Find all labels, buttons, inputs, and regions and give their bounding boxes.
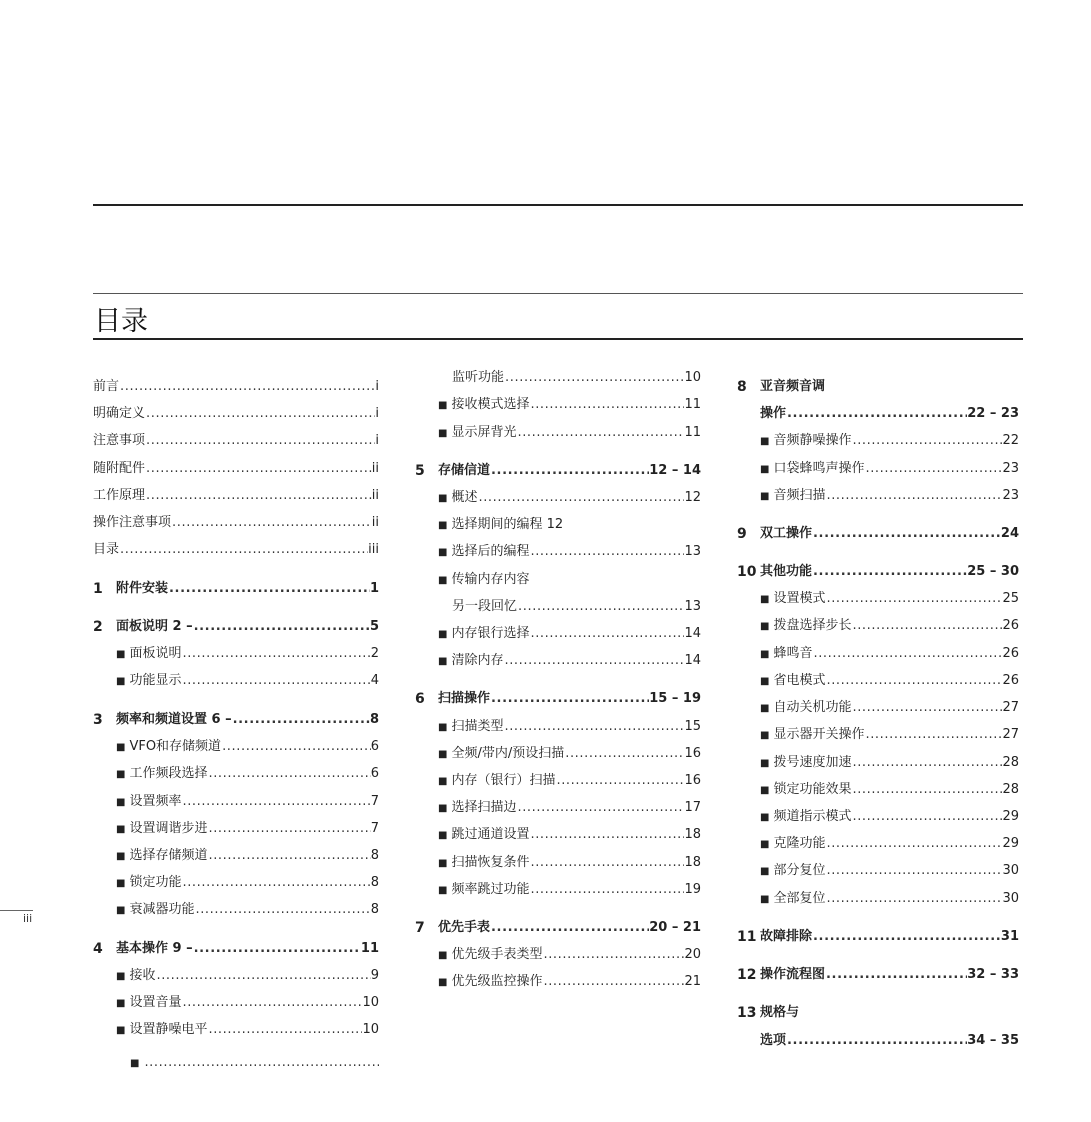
- toc-label: 蜂鸣音: [773, 646, 813, 661]
- toc-label: 目录: [93, 542, 120, 557]
- toc-row-beep[interactable]: [760, 644, 1019, 664]
- toc-label: 设置静噪电平: [129, 1022, 208, 1037]
- toc-row-auto-power-off[interactable]: [760, 698, 1019, 718]
- toc-page: 7: [370, 794, 379, 809]
- toc-page: ii: [371, 461, 379, 476]
- toc-row-blank[interactable]: [130, 1053, 379, 1073]
- toc-label: 全频/带内/预设扫描: [451, 746, 565, 761]
- page-number-rule: [0, 910, 33, 911]
- toc-label: 工作原理: [93, 488, 146, 503]
- toc-row-scan-type[interactable]: [438, 717, 701, 737]
- toc-row-clear-memory[interactable]: [438, 651, 701, 671]
- toc-row-accessories[interactable]: [93, 459, 379, 479]
- toc-label: 跳过通道设置: [451, 827, 530, 842]
- toc-row-frequency-skip[interactable]: [438, 880, 701, 900]
- toc-chapter-1[interactable]: [93, 579, 379, 599]
- toc-page: 11: [360, 941, 379, 956]
- toc-row-tone-squelch[interactable]: [760, 431, 1019, 451]
- toc-row-display-switch[interactable]: [760, 725, 1019, 745]
- toc-label: 选择扫描边: [451, 800, 517, 815]
- toc-label: 优先级手表类型: [451, 947, 543, 962]
- toc-label: 面板说明 2 –: [116, 619, 193, 634]
- toc-label: 其他功能: [760, 564, 813, 579]
- toc-page: 13: [684, 544, 701, 559]
- toc-label: 工作频段选择: [129, 766, 208, 781]
- toc-label: 传输内存内容: [451, 572, 530, 587]
- toc-page: 16: [684, 746, 701, 761]
- toc-page: i: [375, 406, 379, 421]
- bullet-icon: ■: [116, 742, 126, 753]
- bullet-icon: ■: [760, 785, 770, 796]
- bullet-icon: ■: [130, 1058, 140, 1069]
- toc-chapter-3[interactable]: [93, 710, 379, 730]
- chapter-number: 1: [93, 581, 103, 597]
- toc-label: 功能显示: [129, 673, 182, 688]
- bullet-icon: ■: [116, 905, 126, 916]
- toc-page: 11: [684, 397, 701, 412]
- toc-label: 接收: [129, 968, 156, 983]
- toc-page: 22: [1002, 433, 1019, 448]
- toc-row-principle[interactable]: [93, 486, 379, 506]
- toc-row-tone-scan[interactable]: [760, 486, 1019, 506]
- toc-label: 显示屏背光: [451, 425, 517, 440]
- bullet-icon: ■: [760, 839, 770, 850]
- toc-label: VFO和存储频道: [129, 739, 222, 754]
- toc-page: 8: [370, 875, 379, 890]
- toc-label: 拨号速度加速: [773, 755, 852, 770]
- toc-page: 18: [684, 827, 701, 842]
- toc-row-backlight[interactable]: [438, 423, 701, 443]
- title-rule: [93, 338, 1023, 340]
- bullet-icon: ■: [760, 621, 770, 632]
- toc-row-set-mode[interactable]: [760, 589, 1019, 609]
- toc-page: 25: [1002, 591, 1019, 606]
- toc-row-display[interactable]: [116, 671, 379, 691]
- toc-label: 接收模式选择: [451, 397, 530, 412]
- toc-page: 34 – 35: [967, 1033, 1019, 1048]
- toc-page: 24: [1000, 526, 1019, 541]
- toc-page: 32 – 33: [967, 967, 1019, 982]
- bullet-icon: ■: [760, 436, 770, 447]
- toc-label: 音频静噪操作: [773, 433, 852, 448]
- toc-page: 13: [684, 599, 701, 614]
- toc-chapter-9[interactable]: [737, 524, 1019, 544]
- toc-label: 概述: [451, 490, 478, 505]
- toc-label: 附件安装: [116, 581, 169, 596]
- bullet-icon: ■: [760, 464, 770, 475]
- toc-row-preface[interactable]: [93, 377, 379, 397]
- toc-chapter-8[interactable]: [737, 377, 1019, 397]
- toc-row-bank-select[interactable]: [438, 624, 701, 644]
- toc-label: 省电模式: [773, 673, 826, 688]
- chapter-number: 8: [737, 379, 747, 395]
- toc-row-lock[interactable]: [116, 873, 379, 893]
- toc-label: 故障排除: [760, 929, 813, 944]
- chapter-number: 6: [415, 691, 425, 707]
- toc-label: 内存（银行）扫描: [451, 773, 556, 788]
- bullet-icon: ■: [116, 676, 126, 687]
- toc-row-monitor[interactable]: [438, 368, 701, 388]
- page-title: 目录: [94, 306, 148, 337]
- toc-row-scan-edge[interactable]: [438, 798, 701, 818]
- toc-page: ii: [371, 488, 379, 503]
- toc-page: 23: [1002, 488, 1019, 503]
- toc-chapter-2[interactable]: [93, 617, 379, 637]
- toc-label: 扫描操作: [438, 691, 491, 706]
- toc-row-full-scan[interactable]: [438, 744, 701, 764]
- toc-row-dial-step[interactable]: [760, 616, 1019, 636]
- toc-page: i: [375, 379, 379, 394]
- toc-page: 6: [370, 739, 379, 754]
- toc-label: 口袋蜂鸣声操作: [773, 461, 865, 476]
- toc-row-band-select[interactable]: [116, 764, 379, 784]
- toc-label: 衰减器功能: [129, 902, 195, 917]
- toc-page: 11: [684, 425, 701, 440]
- toc-row-program-during[interactable]: [438, 515, 701, 535]
- bullet-icon: ■: [760, 730, 770, 741]
- bullet-icon: ■: [760, 649, 770, 660]
- toc-label: 频率和频道设置 6 –: [116, 712, 232, 727]
- chapter-number: 3: [93, 712, 103, 728]
- bullet-icon: ■: [116, 769, 126, 780]
- toc-page: 26: [1002, 618, 1019, 633]
- toc-label: 前言: [93, 379, 120, 394]
- toc-row-pocket-beep[interactable]: [760, 459, 1019, 479]
- toc-page: 7: [370, 821, 379, 836]
- toc-label: 自动关机功能: [773, 700, 852, 715]
- toc-label: 操作注意事项: [93, 515, 172, 530]
- toc-label: 清除内存: [451, 653, 504, 668]
- bullet-icon: ■: [760, 594, 770, 605]
- toc-page: ii: [371, 515, 379, 530]
- bullet-icon: ■: [438, 858, 448, 869]
- bullet-icon: ■: [438, 520, 448, 531]
- toc-page: 30: [1002, 863, 1019, 878]
- toc-page: 8: [370, 902, 379, 917]
- toc-row-memory-channel[interactable]: [116, 846, 379, 866]
- toc-row-transfer-memory[interactable]: [438, 570, 701, 590]
- toc-page: 29: [1002, 809, 1019, 824]
- bullet-icon: ■: [116, 998, 126, 1009]
- toc-page: 23: [1002, 461, 1019, 476]
- bullet-icon: ■: [438, 885, 448, 896]
- toc-row-overview[interactable]: [438, 488, 701, 508]
- toc-label: 全部复位: [773, 891, 826, 906]
- bullet-icon: ■: [438, 547, 448, 558]
- toc-page: 25 – 30: [967, 564, 1019, 579]
- toc-chapter-10[interactable]: [737, 562, 1019, 582]
- toc-page: 15: [684, 719, 701, 734]
- toc-row-power-save[interactable]: [760, 671, 1019, 691]
- bullet-icon: ■: [760, 812, 770, 823]
- toc-label: 频率跳过功能: [451, 882, 530, 897]
- toc-chapter-4[interactable]: [93, 939, 379, 959]
- chapter-number: 9: [737, 526, 747, 542]
- toc-page: 12: [684, 490, 701, 505]
- toc-chapter-7[interactable]: [415, 918, 701, 938]
- toc-label: 随附配件: [93, 461, 146, 476]
- toc-page: 20: [684, 947, 701, 962]
- toc-label: 选择后的编程: [451, 544, 530, 559]
- toc-label: 优先手表: [438, 920, 491, 935]
- bullet-icon: ■: [760, 758, 770, 769]
- toc-row-clone[interactable]: [760, 834, 1019, 854]
- bullet-icon: ■: [116, 649, 126, 660]
- bullet-icon: ■: [438, 776, 448, 787]
- toc-page: 18: [684, 855, 701, 870]
- toc-row-priority-type[interactable]: [438, 945, 701, 965]
- top-rule: [93, 204, 1023, 206]
- toc-page: 10: [684, 370, 701, 385]
- bullet-icon: ■: [438, 656, 448, 667]
- toc-row-receive-mode[interactable]: [438, 395, 701, 415]
- chapter-number: 11: [737, 929, 757, 945]
- toc-row-program-after[interactable]: [438, 542, 701, 562]
- toc-row-scan-resume[interactable]: [438, 853, 701, 873]
- toc-label: 亚音频音调: [760, 379, 826, 394]
- toc-row-dial-acceleration[interactable]: [760, 753, 1019, 773]
- bullet-icon: ■: [760, 703, 770, 714]
- toc-row-all-reset[interactable]: [760, 889, 1019, 909]
- toc-row-operating-notes[interactable]: [93, 513, 379, 533]
- bullet-icon: ■: [438, 493, 448, 504]
- bullet-icon: ■: [116, 851, 126, 862]
- bullet-icon: ■: [116, 797, 126, 808]
- toc-page: 20 – 21: [649, 920, 701, 935]
- page-number: iii: [23, 912, 33, 925]
- toc-label: 拨盘选择步长: [773, 618, 852, 633]
- toc-page: 27: [1002, 727, 1019, 742]
- bullet-icon: ■: [438, 950, 448, 961]
- toc-page: 28: [1002, 755, 1019, 770]
- toc-row-ctcss-operation[interactable]: [760, 404, 1019, 424]
- bullet-icon: ■: [116, 971, 126, 982]
- toc-row-definitions[interactable]: [93, 404, 379, 424]
- toc-label: 面板说明: [129, 646, 182, 661]
- toc-page: 10: [362, 1022, 379, 1037]
- toc-row-lock-effect[interactable]: [760, 780, 1019, 800]
- chapter-number: 4: [93, 941, 103, 957]
- toc-page: 8: [370, 848, 379, 863]
- toc-label: 另一段回忆: [452, 599, 518, 614]
- toc-page: 15 – 19: [649, 691, 701, 706]
- toc-page: 1: [369, 581, 379, 596]
- toc-label: 内存银行选择: [451, 626, 530, 641]
- bullet-icon: ■: [438, 977, 448, 988]
- toc-chapter-5[interactable]: [415, 461, 701, 481]
- toc-label: 监听功能: [452, 370, 505, 385]
- chapter-number: 7: [415, 920, 425, 936]
- bullet-icon: ■: [760, 894, 770, 905]
- bullet-icon: ■: [438, 830, 448, 841]
- toc-label: 明确定义: [93, 406, 146, 421]
- toc-chapter-6[interactable]: [415, 689, 701, 709]
- toc-page: 9: [370, 968, 379, 983]
- toc-row-set-frequency[interactable]: [116, 792, 379, 812]
- bullet-icon: ■: [116, 824, 126, 835]
- toc-page: 6: [370, 766, 379, 781]
- toc-label: 注意事项: [93, 433, 146, 448]
- toc-page: 26: [1002, 673, 1019, 688]
- toc-row-volume[interactable]: [116, 993, 379, 1013]
- toc-row-options[interactable]: [760, 1031, 1019, 1051]
- toc-label: 设置调谐步进: [129, 821, 208, 836]
- chapter-number: 10: [737, 564, 757, 580]
- toc-page: 19: [684, 882, 701, 897]
- toc-row-squelch[interactable]: [116, 1020, 379, 1040]
- toc-row-memory-scan[interactable]: [438, 771, 701, 791]
- toc-page: 17: [684, 800, 701, 815]
- toc-page: 8: [369, 712, 379, 727]
- toc-page: 22 – 23: [967, 406, 1019, 421]
- toc-page: 28: [1002, 782, 1019, 797]
- toc-row-partial-reset[interactable]: [760, 861, 1019, 881]
- bullet-icon: ■: [760, 866, 770, 877]
- toc-row-channel-indication[interactable]: [760, 807, 1019, 827]
- toc-label: 优先级监控操作: [451, 974, 543, 989]
- toc-row-receive[interactable]: [116, 966, 379, 986]
- toc-page: 14: [684, 653, 701, 668]
- toc-label: 设置音量: [129, 995, 182, 1010]
- chapter-number: 12: [737, 967, 757, 983]
- toc-page: 29: [1002, 836, 1019, 851]
- toc-label: 选择存储频道: [129, 848, 208, 863]
- bullet-icon: ■: [438, 803, 448, 814]
- bullet-icon: ■: [438, 629, 448, 640]
- toc-page: iii: [368, 542, 379, 557]
- chapter-number: 5: [415, 463, 425, 479]
- toc-row-attenuator[interactable]: [116, 900, 379, 920]
- toc-page: 27: [1002, 700, 1019, 715]
- toc-label: 选择期间的编程 12: [451, 517, 564, 532]
- header-rule: [93, 293, 1023, 294]
- toc-label: 设置模式: [773, 591, 826, 606]
- toc-label: 存储信道: [438, 463, 491, 478]
- toc-chapter-12[interactable]: [737, 965, 1019, 985]
- toc-label: 部分复位: [773, 863, 826, 878]
- toc-chapter-13[interactable]: [737, 1003, 1019, 1023]
- bullet-icon: ■: [116, 878, 126, 889]
- bullet-icon: ■: [438, 575, 448, 586]
- toc-label: 双工操作: [760, 526, 813, 541]
- toc-page: 12 – 14: [649, 463, 701, 478]
- toc-label: 锁定功能: [129, 875, 182, 890]
- toc-page: 21: [684, 974, 701, 989]
- toc-row-tuning-step[interactable]: [116, 819, 379, 839]
- bullet-icon: ■: [438, 749, 448, 760]
- toc-row-priority-operation[interactable]: [438, 972, 701, 992]
- toc-row-skip-channel[interactable]: [438, 825, 701, 845]
- toc-label: 频道指示模式: [773, 809, 852, 824]
- toc-label: 锁定功能效果: [773, 782, 852, 797]
- bullet-icon: ■: [760, 676, 770, 687]
- toc-page: 2: [370, 646, 379, 661]
- toc-label: 扫描恢复条件: [451, 855, 530, 870]
- toc-row-panel[interactable]: [116, 644, 379, 664]
- toc-label: 设置频率: [129, 794, 182, 809]
- bullet-icon: ■: [438, 400, 448, 411]
- toc-row-contents[interactable]: [93, 540, 379, 560]
- toc-label: 音频扫描: [773, 488, 826, 503]
- toc-label: 基本操作 9 –: [116, 941, 193, 956]
- chapter-number: 13: [737, 1005, 757, 1021]
- toc-page: 30: [1002, 891, 1019, 906]
- chapter-number: 2: [93, 619, 103, 635]
- bullet-icon: ■: [438, 428, 448, 439]
- toc-chapter-11[interactable]: [737, 927, 1019, 947]
- toc-page: 5: [369, 619, 379, 634]
- toc-row-another-memory[interactable]: [438, 597, 701, 617]
- toc-label: 克隆功能: [773, 836, 826, 851]
- toc-row-precautions[interactable]: [93, 431, 379, 451]
- toc-label: 显示器开关操作: [773, 727, 865, 742]
- bullet-icon: ■: [116, 1025, 126, 1036]
- toc-page: 16: [684, 773, 701, 788]
- toc-page: 14: [684, 626, 701, 641]
- bullet-icon: ■: [760, 491, 770, 502]
- bullet-icon: ■: [438, 722, 448, 733]
- toc-label: 扫描类型: [451, 719, 504, 734]
- toc-page: i: [375, 433, 379, 448]
- toc-label: 选项: [760, 1033, 787, 1048]
- toc-page: 4: [370, 673, 379, 688]
- toc-row-vfo[interactable]: [116, 737, 379, 757]
- toc-page: 31: [1000, 929, 1019, 944]
- toc-label: 操作流程图: [760, 967, 826, 982]
- toc-label: 操作: [760, 406, 787, 421]
- toc-page: 26: [1002, 646, 1019, 661]
- toc-page: 10: [362, 995, 379, 1010]
- toc-label: 规格与: [760, 1005, 800, 1020]
